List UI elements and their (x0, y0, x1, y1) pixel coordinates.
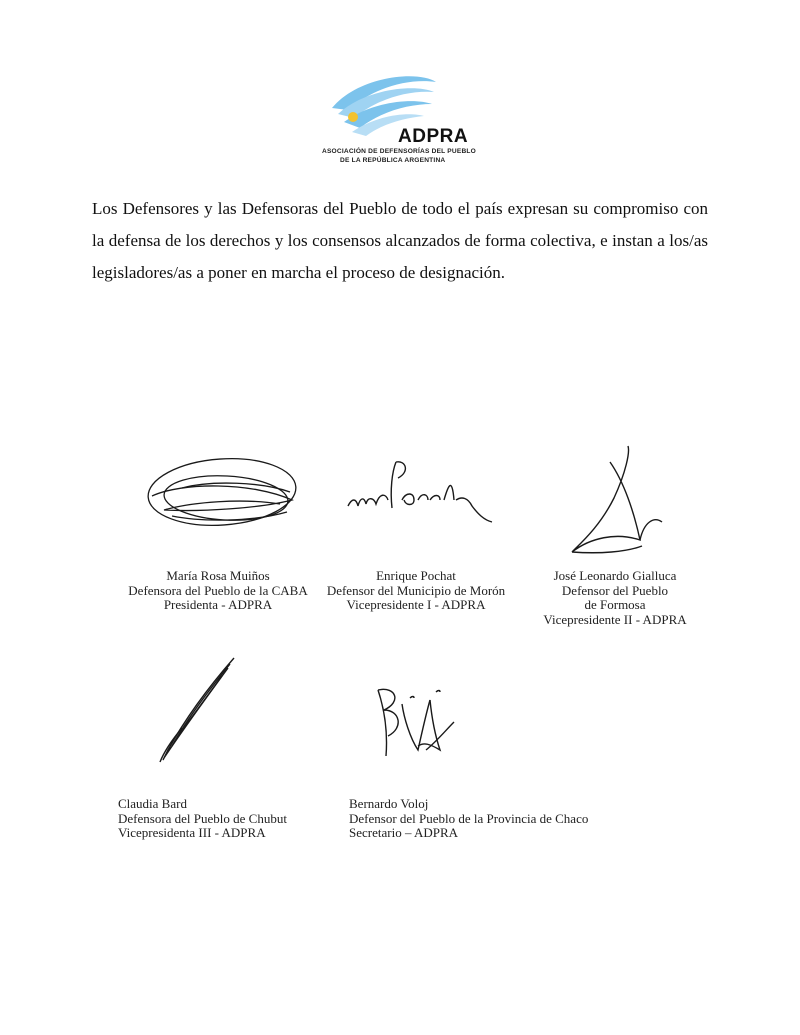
signature-muinos (142, 452, 302, 534)
signatory-name: Enrique Pochat (376, 568, 456, 583)
signatory-block-gialluca (520, 569, 710, 627)
signatory-role: Defensor del Municipio de Morón (326, 582, 506, 598)
signatory-block-muinos (120, 569, 316, 613)
statement-paragraph: Los Defensores y las Defensoras del Pueblo de todo el país expresan su compromiso con la defensa de los derechos y los consensos alcanzados de forma colectiva, e instan a los/as legisladores/as a poner en marcha el proceso de designación. (92, 199, 708, 282)
logo-subtitle-line1: ASOCIACIÓN DE DEFENSORÍAS DEL PUEBLO (322, 148, 476, 155)
adpra-logo (318, 70, 488, 170)
signatory-position: Vicepresidenta III - ADPRA (118, 825, 266, 840)
signatory-name: María Rosa Muiños (166, 568, 270, 583)
signatory-block-pochat (318, 569, 514, 613)
logo-subtitle-line2: DE LA REPÚBLICA ARGENTINA (340, 157, 446, 164)
signatory-name: Claudia Bard (118, 796, 187, 811)
signatory-position: Vicepresidente I - ADPRA (346, 597, 486, 612)
signatory-role: Defensor del Pueblo de la Provincia de Chaco (349, 810, 589, 826)
signatory-role: Defensora del Pueblo de la CABA (128, 582, 308, 598)
signature-gialluca (570, 442, 670, 564)
signatory-position: Vicepresidente II - ADPRA (543, 611, 687, 627)
signatory-block-voloj (349, 797, 629, 841)
signatory-name: José Leonardo Gialluca (553, 568, 677, 583)
signature-bard (150, 654, 240, 766)
signature-voloj (366, 684, 460, 764)
signatory-role: Defensora del Pueblo de Chubut (118, 810, 287, 826)
signatory-role-line2: de Formosa (584, 597, 646, 612)
signatory-position: Secretario – ADPRA (349, 825, 459, 840)
signatory-name: Bernardo Voloj (349, 796, 429, 811)
signatory-position: Presidenta - ADPRA (163, 597, 273, 612)
logo-name: ADPRA (398, 126, 469, 147)
signatory-role: Defensor del Pueblo (561, 582, 669, 598)
signature-pochat (344, 456, 496, 532)
signatory-block-bard (118, 797, 338, 841)
